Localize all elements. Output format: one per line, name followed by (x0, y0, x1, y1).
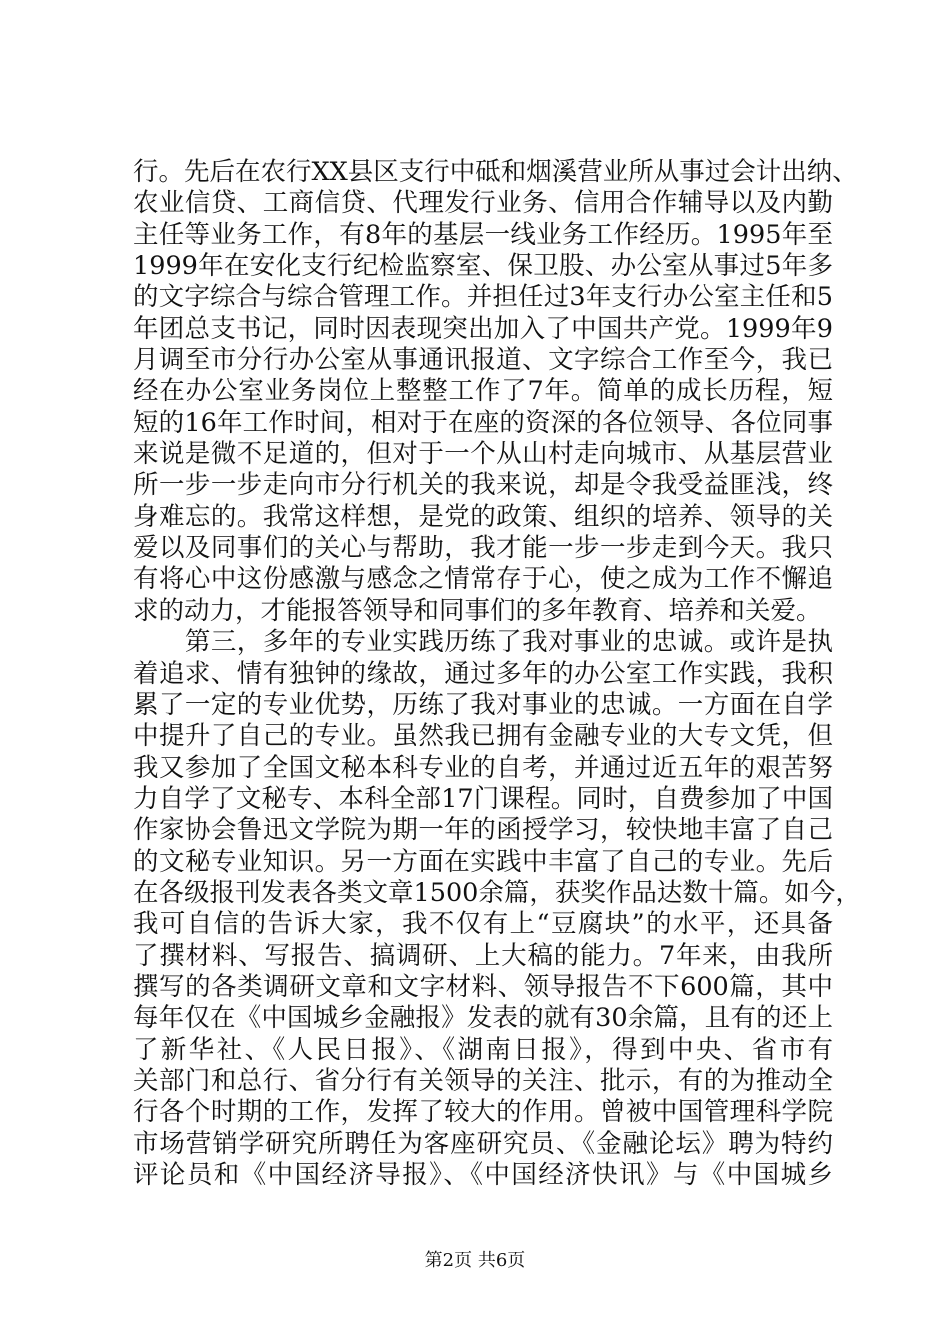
text-line: 撰写的各类调研文章和文字材料、领导报告不下600篇，其中 (133, 971, 833, 1002)
text-line: 了撰材料、写报告、搞调研、上大稿的能力。7年来，由我所 (133, 940, 833, 971)
text-line: 市场营销学研究所聘任为客座研究员、《金融论坛》聘为特约 (133, 1128, 833, 1159)
text-line: 了新华社、《人民日报》、《湖南日报》，得到中央、省市有 (133, 1034, 833, 1065)
text-line: 着追求、情有独钟的缘故，通过多年的办公室工作实践，我积 (133, 658, 833, 689)
text-line: 力自学了文秘专、本科全部17门课程。同时，自费参加了中国 (133, 783, 833, 814)
body-text (133, 157, 861, 1191)
text-line: 每年仅在《中国城乡金融报》发表的就有30余篇，且有的还上 (133, 1003, 833, 1034)
text-line: 身难忘的。我常这样想，是党的政策、组织的培养、领导的关 (133, 501, 833, 532)
text-line: 有将心中这份感激与感念之情常存于心，使之成为工作不懈追 (133, 564, 833, 595)
text-line: 作家协会鲁迅文学院为期一年的函授学习，较快地丰富了自己 (133, 815, 833, 846)
text-line: 评论员和《中国经济导报》、《中国经济快讯》与《中国城乡 (133, 1160, 833, 1190)
text-line: 1999年在安化支行纪检监察室、保卫股、办公室从事过5年多 (133, 251, 833, 282)
text-line: 爱以及同事们的关心与帮助，我才能一步一步走到今天。我只 (133, 533, 833, 564)
text-line: 月调至市分行办公室从事通讯报道、文字综合工作至今，我已 (133, 345, 833, 376)
page-number-footer: 第2页 共6页 (424, 1250, 526, 1271)
text-line: 累了一定的专业优势，历练了我对事业的忠诚。一方面在自学 (133, 689, 833, 720)
text-line: 来说是微不足道的，但对于一个从山村走向城市、从基层营业 (133, 439, 833, 470)
text-line: 农业信贷、工商信贷、代理发行业务、信用合作辅导以及内勤 (133, 188, 833, 219)
text-line: 主任等业务工作，有8年的基层一线业务工作经历。1995年至 (133, 219, 833, 250)
text-line: 在各级报刊发表各类文章1500余篇，获奖作品达数十篇。如今， (133, 877, 861, 908)
text-line: 行。先后在农行XX县区支行中砥和烟溪营业所从事过会计出纳、 (133, 157, 858, 187)
text-line: 所一步一步走向市分行机关的我来说，却是令我受益匪浅，终 (133, 470, 833, 501)
text-line: 中提升了自己的专业。虽然我已拥有金融专业的大专文凭，但 (133, 721, 833, 752)
text-line: 经在办公室业务岗位上整整工作了7年。简单的成长历程，短 (133, 376, 833, 407)
text-line: 行各个时期的工作，发挥了较大的作用。曾被中国管理科学院 (133, 1097, 833, 1128)
text-line: 关部门和总行、省分行有关领导的关注、批示，有的为推动全 (133, 1065, 833, 1096)
text-line: 我可自信的告诉大家，我不仅有上“豆腐块”的水平，还具备 (133, 909, 833, 940)
text-line: 的文秘专业知识。另一方面在实践中丰富了自己的专业。先后 (133, 846, 833, 877)
text-line: 我又参加了全国文秘本科专业的自考，并通过近五年的艰苦努 (133, 752, 833, 783)
text-line: 短的16年工作时间，相对于在座的资深的各位领导、各位同事 (133, 407, 833, 438)
text-line: 求的动力，才能报答领导和同事们的多年教育、培养和关爱。 (133, 595, 822, 626)
text-line: 的文字综合与综合管理工作。并担任过3年支行办公室主任和5 (133, 282, 833, 313)
text-line: 年团总支书记，同时因表现突出加入了中国共产党。1999年9 (133, 313, 833, 344)
text-line: 第三，多年的专业实践历练了我对事业的忠诚。或许是执 (133, 627, 833, 658)
